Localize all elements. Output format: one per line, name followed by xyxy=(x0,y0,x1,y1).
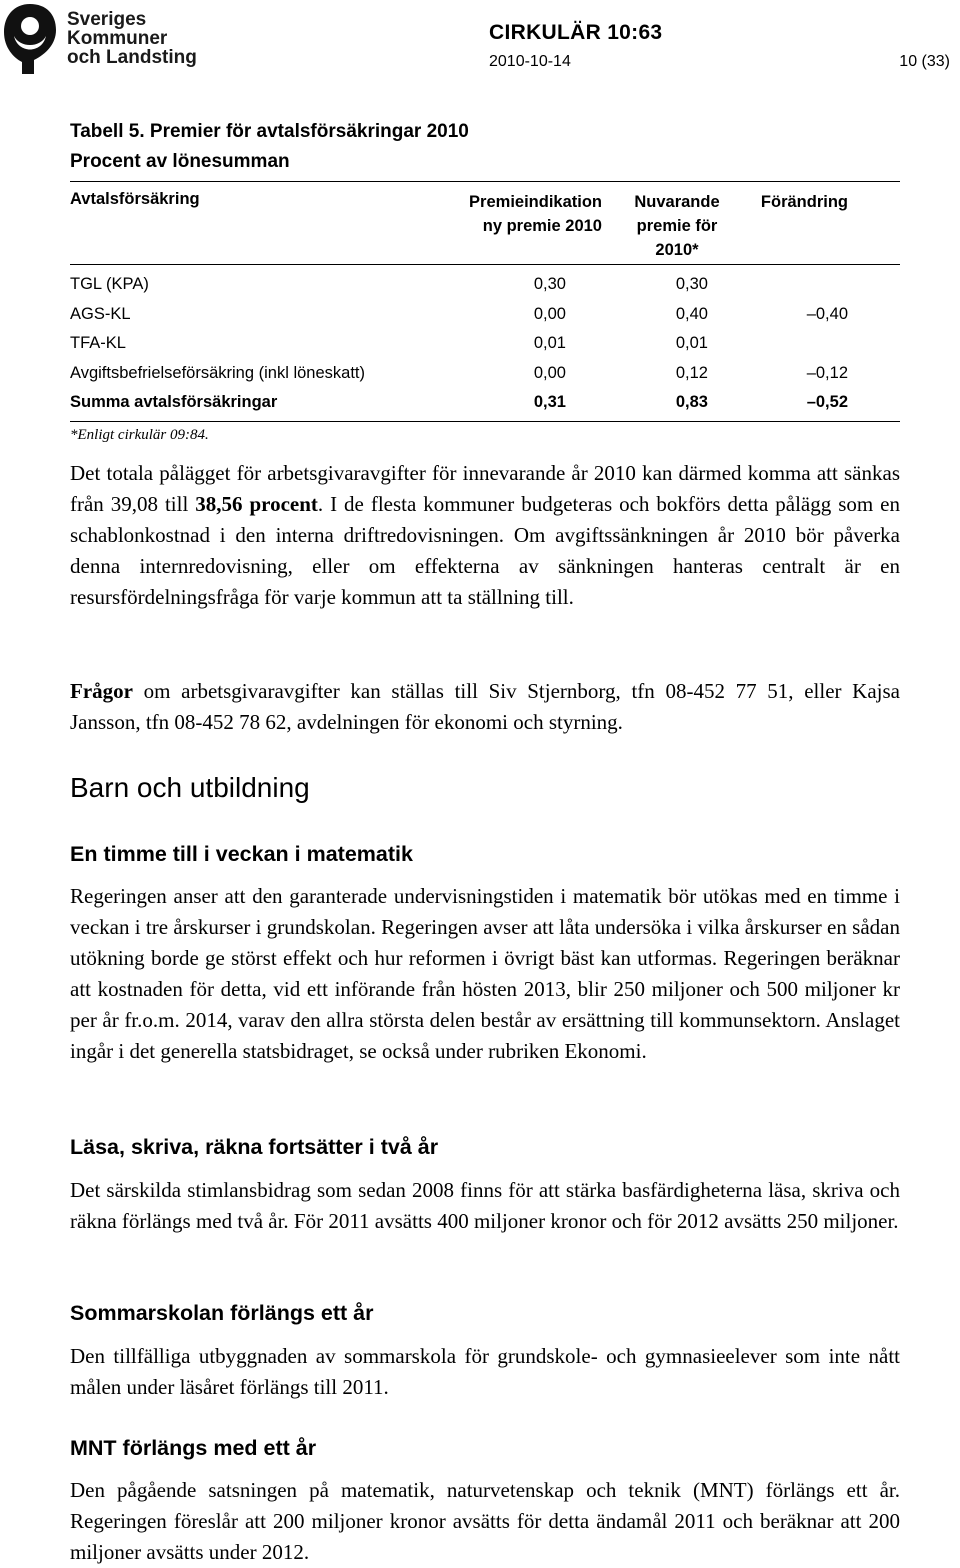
premium-table xyxy=(70,181,900,422)
cell-current-premium: 0,40 xyxy=(675,304,708,323)
cell-insurance: AGS-KL xyxy=(70,304,131,323)
cell-insurance: Avgiftsbefrielseförsäkring (inkl löneskatt) xyxy=(70,363,365,382)
paragraph-mnt: Den pågående satsningen på matematik, naturvetenskap och teknik (MNT) förlängs ett år. Regeringen föreslår att 200 miljoner kronor avsätts för detta ändamål 2011 och beräknar att 200 miljoner avsätts under 2012. xyxy=(70,1478,900,1564)
cell-new-premium: 0,01 xyxy=(533,334,566,352)
cell-current-premium: 0,01 xyxy=(675,334,708,352)
column-header-change: Förändring xyxy=(760,193,848,211)
document-date: 2010-10-14 xyxy=(489,53,571,70)
column-header-insurance: Avtalsförsäkring xyxy=(70,190,200,208)
organization-logo xyxy=(0,2,200,76)
paragraph-summer-school: Den tillfälliga utbyggnaden av sommarskola för grundskole- och gymnasieelever som inte nått målen under läsåret förlängs till 2011. xyxy=(70,1344,900,1399)
subsection-heading: Sommarskolan förlängs ett år xyxy=(70,1301,374,1325)
subsection-heading: En timme till i veckan i matematik xyxy=(70,842,413,866)
cell-current-premium: 0,83 xyxy=(675,393,708,411)
page-number: 10 (33) xyxy=(899,53,950,70)
paragraph-questions xyxy=(70,676,900,738)
paragraph-literacy: Det särskilda stimlansbidrag som sedan 2008 finns för att stärka basfärdigheterna läsa, skriva och räkna förlängs med två år. För 2011 avsätts 400 miljoner kronor och för 2012 avsätts 250 miljoner. xyxy=(70,1178,900,1233)
table-subtitle: Procent av lönesumman xyxy=(70,151,290,172)
paragraph-text: . I de flesta kommuner budgeteras och bokförs detta pålägg som en schablonkostnad i den interna driftredovisningen. Om avgiftssänkningen år 2010 bör påverka denna internredovisning, eller om effekterna av sänkningen hanteras centralt är en resursfördelningsfråga för varje kommun att ta ställning till. xyxy=(70,492,900,609)
cell-new-premium: 0,31 xyxy=(533,393,566,411)
document-type: CIRKULÄR 10:63 xyxy=(489,21,663,44)
paragraph-math: Regeringen anser att den garanterade undervisningstiden i matematik bör utökas med en timme i veckan i tre årskurser i grundskolan. Regeringen avser att låta undersöka i vilka årskurser en sådan utökning borde ge störst effekt och hur reformen i övrigt bäst kan utformas. Regeringen beräknar att kostnaden för detta, vid ett införande från hösten 2013, blir 250 miljoner och 500 miljoner kr per år fr.o.m. 2014, varav den allra största delen består av ersättning till kommunsektorn. Anslaget ingår i det generella statsbidraget, se också under rubriken Ekonomi. xyxy=(70,884,900,1063)
cell-insurance: Summa avtalsförsäkringar xyxy=(70,393,278,411)
cell-current-premium: 0,30 xyxy=(675,275,708,293)
cell-new-premium: 0,00 xyxy=(533,363,566,382)
cell-change: –0,12 xyxy=(806,363,848,382)
cell-new-premium: 0,00 xyxy=(533,304,566,323)
table-row xyxy=(70,299,900,329)
cell-change: –0,40 xyxy=(806,304,848,323)
column-header-line: Nuvarande xyxy=(634,193,720,211)
column-header-new-premium xyxy=(434,190,602,238)
table-footnote: *Enligt cirkulär 09:84. xyxy=(70,427,209,443)
table-sum-row xyxy=(70,387,900,417)
logo-line-3: och Landsting xyxy=(67,47,197,68)
logo-emblem-icon xyxy=(0,2,62,76)
subsection-heading: Läsa, skriva, räkna fortsätter i två år xyxy=(70,1135,439,1159)
table-row xyxy=(70,328,900,358)
subsection-heading: MNT förlängs med ett år xyxy=(70,1436,317,1460)
cell-new-premium: 0,30 xyxy=(533,275,566,293)
paragraph-text: Det totala pålägget för arbetsgivaravgifter för innevarande år 2010 kan därmed komma att sänkas från 39,08 till xyxy=(70,461,900,516)
paragraph-text: om arbetsgivaravgifter kan ställas till Siv Stjernborg, tfn 08-452 77 51, eller Kajsa Jansson, tfn 08-452 78 62, avdelningen för ekonomi och styrning. xyxy=(70,679,900,734)
table-row xyxy=(70,269,900,299)
paragraph-emphasis: 38,56 procent xyxy=(195,492,318,516)
cell-insurance: TFA-KL xyxy=(70,334,126,352)
table-title: Tabell 5. Premier för avtalsförsäkringar 2010 xyxy=(70,121,469,142)
column-header-line: premie för xyxy=(636,217,718,235)
column-header-line: 2010* xyxy=(655,241,699,259)
section-heading: Barn och utbildning xyxy=(70,772,310,803)
paragraph-emphasis: Frågor xyxy=(70,679,133,703)
cell-change: –0,52 xyxy=(806,393,848,411)
cell-insurance: TGL (KPA) xyxy=(70,275,149,293)
cell-current-premium: 0,12 xyxy=(675,363,708,382)
table-title-block xyxy=(70,117,469,177)
table-header xyxy=(70,182,900,265)
logo-line-1: Sveriges xyxy=(67,9,147,30)
column-header-line: Premieindikation xyxy=(469,193,602,211)
column-header-line: ny premie 2010 xyxy=(482,217,602,235)
table-row xyxy=(70,358,900,388)
column-header-current-premium xyxy=(618,190,736,262)
paragraph-fee-reduction xyxy=(70,458,900,613)
logo-line-2: Kommuner xyxy=(67,28,168,49)
